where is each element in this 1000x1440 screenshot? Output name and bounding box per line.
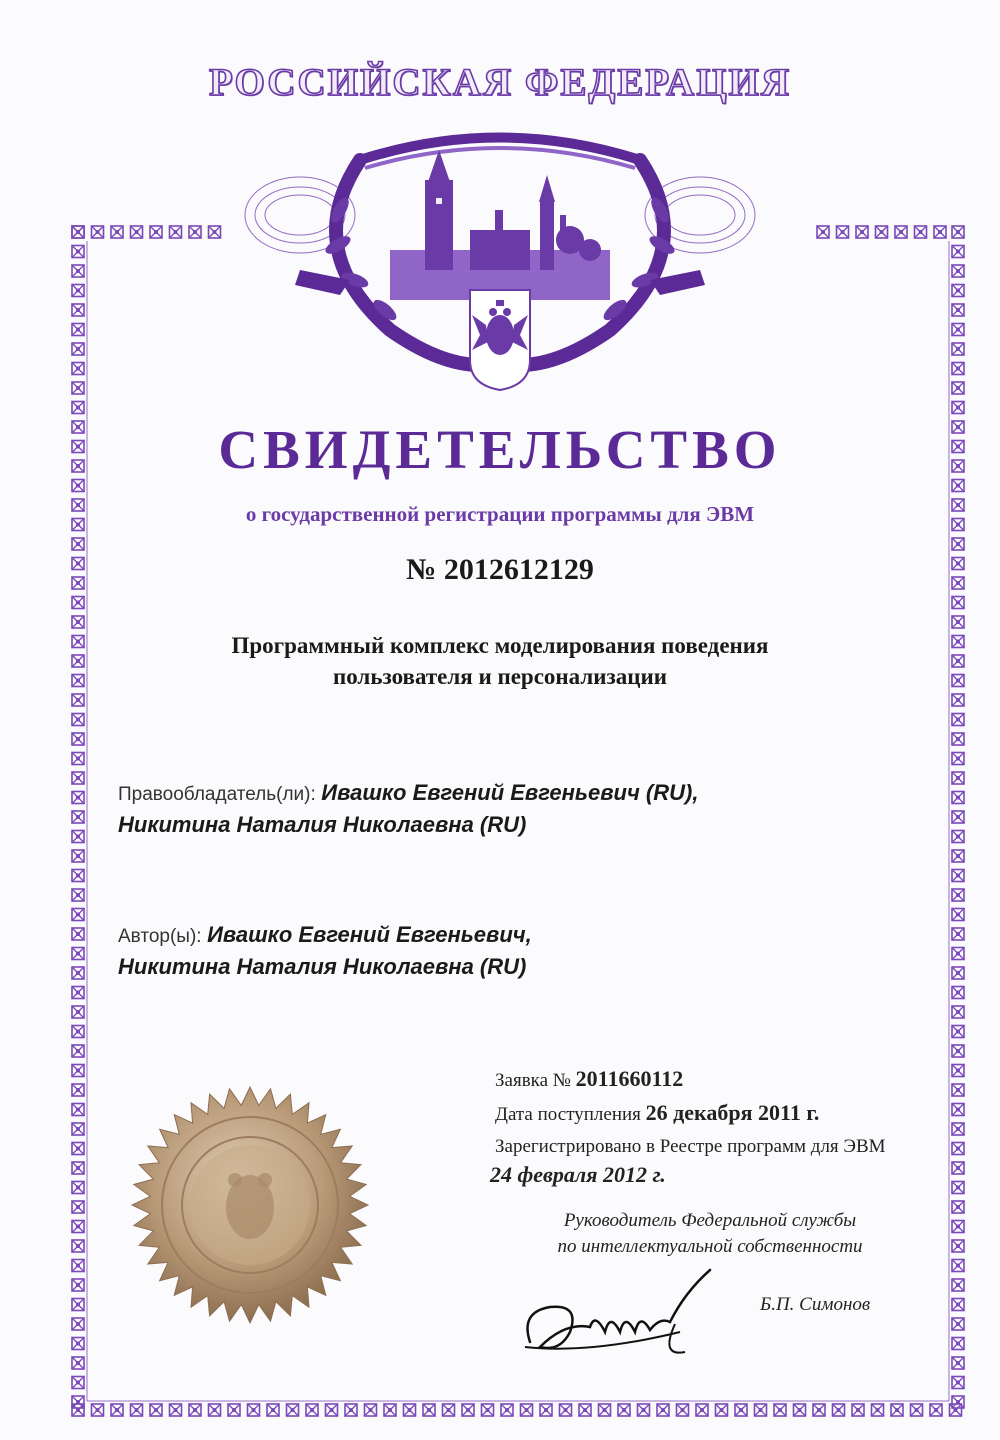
border-ornament	[72, 402, 84, 414]
border-ornament	[209, 226, 221, 238]
border-ornament	[952, 304, 964, 316]
registered-label: Зарегистрировано в Реестре программ для ЭВМ	[495, 1136, 886, 1157]
border-ornament	[930, 1404, 942, 1416]
border-ornament	[443, 1404, 455, 1416]
rightholders-label: Правообладатель(ли):	[118, 784, 316, 805]
border-ornament	[72, 480, 84, 492]
border-ornament	[72, 1026, 84, 1038]
border-ornament	[952, 889, 964, 901]
border-ornament	[952, 1240, 964, 1252]
border-ornament	[599, 1404, 611, 1416]
border-ornament	[952, 792, 964, 804]
border-ornament	[189, 1404, 201, 1416]
border-ornament	[856, 226, 868, 238]
border-ornament	[72, 1240, 84, 1252]
border-ornament	[657, 1404, 669, 1416]
border-ornament	[72, 792, 84, 804]
border-ornament	[72, 1279, 84, 1291]
border-ornament	[950, 1404, 962, 1416]
border-ornament	[248, 1404, 260, 1416]
border-ornament	[72, 714, 84, 726]
border-ornament	[837, 226, 849, 238]
border-ornament	[287, 1404, 299, 1416]
signatory-title	[520, 1208, 900, 1260]
border-ornament	[72, 987, 84, 999]
border-ornament	[72, 304, 84, 316]
border-ornament	[952, 1006, 964, 1018]
authors-line2	[118, 954, 526, 980]
border-ornament	[952, 246, 964, 258]
border-ornament	[817, 226, 829, 238]
border-ornament	[618, 1404, 630, 1416]
border-ornament	[267, 1404, 279, 1416]
registered-date: 24 февраля 2012 г.	[490, 1162, 666, 1187]
border-ornament	[404, 1404, 416, 1416]
border-ornament	[911, 1404, 923, 1416]
author-1: Ивашко Евгений Евгеньевич,	[207, 922, 532, 947]
border-ornament	[952, 1221, 964, 1233]
border-ornament	[72, 324, 84, 336]
border-ornament	[72, 1143, 84, 1155]
border-ornament	[952, 1084, 964, 1096]
border-ornament	[170, 226, 182, 238]
border-ornament	[952, 226, 964, 238]
border-ornament	[833, 1404, 845, 1416]
kremlin-wreath-emblem-icon	[240, 120, 760, 400]
border-ornament	[365, 1404, 377, 1416]
border-ornament	[677, 1404, 689, 1416]
border-ornament	[306, 1404, 318, 1416]
border-ornament	[72, 616, 84, 628]
border-ornament	[72, 967, 84, 979]
border-ornament	[952, 811, 964, 823]
application-label: Заявка №	[495, 1070, 571, 1091]
border-ornament	[952, 1143, 964, 1155]
border-ornament	[952, 909, 964, 921]
border-ornament	[755, 1404, 767, 1416]
border-ornament	[150, 226, 162, 238]
certificate-number: № 2012612129	[406, 553, 594, 586]
border-ornament	[934, 226, 946, 238]
border-ornament	[952, 285, 964, 297]
border-ornament	[952, 597, 964, 609]
border-ornament	[111, 1404, 123, 1416]
border-ornament	[72, 733, 84, 745]
authors-label: Автор(ы):	[118, 926, 202, 947]
border-ornament	[952, 987, 964, 999]
rightholder-1: Ивашко Евгений Евгеньевич (RU),	[321, 780, 699, 805]
received-label: Дата поступления	[495, 1104, 641, 1125]
border-ornament	[952, 1182, 964, 1194]
application-line	[495, 1066, 683, 1092]
border-ornament	[952, 1279, 964, 1291]
border-ornament	[72, 343, 84, 355]
border-ornament	[72, 1299, 84, 1311]
received-line	[495, 1100, 819, 1126]
border-ornament	[72, 1318, 84, 1330]
border-ornament	[952, 1065, 964, 1077]
border-ornament	[72, 928, 84, 940]
border-ornament	[72, 246, 84, 258]
border-ornament	[72, 850, 84, 862]
border-ornament	[72, 870, 84, 882]
border-ornament	[952, 1201, 964, 1213]
border-ornament	[952, 1104, 964, 1116]
border-ornament	[92, 1404, 104, 1416]
border-ornament	[952, 694, 964, 706]
border-ornament	[72, 1260, 84, 1272]
border-ornament	[952, 772, 964, 784]
border-ornament	[72, 1377, 84, 1389]
border-ornament	[72, 1104, 84, 1116]
border-ornament	[72, 382, 84, 394]
border-ornament	[72, 909, 84, 921]
border-ornament	[952, 831, 964, 843]
border-ornament	[72, 889, 84, 901]
border-ornament	[876, 226, 888, 238]
application-number: 2011660112	[575, 1066, 684, 1091]
border-ornament	[72, 1006, 84, 1018]
border-ornament	[462, 1404, 474, 1416]
border-ornament	[579, 1404, 591, 1416]
border-ornament	[952, 753, 964, 765]
handwritten-signature	[510, 1262, 730, 1372]
border-ornament	[501, 1404, 513, 1416]
signatory-name: Б.П. Симонов	[760, 1294, 871, 1315]
border-ornament	[952, 265, 964, 277]
border-ornament	[72, 538, 84, 550]
border-ornament	[72, 1123, 84, 1135]
border-ornament	[482, 1404, 494, 1416]
gold-seal-icon	[130, 1085, 370, 1325]
program-name	[0, 630, 1000, 692]
border-ornament	[952, 714, 964, 726]
border-ornament	[952, 382, 964, 394]
border-ornament	[189, 226, 201, 238]
border-ornament	[170, 1404, 182, 1416]
border-ornament	[72, 694, 84, 706]
border-ornament	[952, 363, 964, 375]
border-ornament	[72, 1084, 84, 1096]
border-ornament	[111, 226, 123, 238]
border-ornament	[131, 226, 143, 238]
program-name-line2: пользователя и персонализации	[332, 664, 668, 689]
border-ornament	[560, 1404, 572, 1416]
border-ornament	[895, 226, 907, 238]
border-ornament	[72, 285, 84, 297]
registered-line	[490, 1162, 666, 1188]
border-ornament	[952, 1299, 964, 1311]
border-ornament	[72, 1201, 84, 1213]
certificate-subtitle: о государственной регистрации программы для ЭВМ	[245, 502, 755, 526]
border-ornament	[952, 928, 964, 940]
certificate-title: СВИДЕТЕЛЬСТВО	[218, 419, 782, 480]
border-ornament	[794, 1404, 806, 1416]
border-ornament	[852, 1404, 864, 1416]
border-ornament	[952, 616, 964, 628]
border-ornament	[952, 850, 964, 862]
border-ornament	[952, 324, 964, 336]
border-ornament	[696, 1404, 708, 1416]
border-ornament	[72, 1162, 84, 1174]
rightholders-line2	[118, 812, 526, 838]
border-ornament	[72, 811, 84, 823]
border-ornament	[891, 1404, 903, 1416]
border-ornament	[72, 1065, 84, 1077]
border-ornament	[131, 1404, 143, 1416]
border-ornament	[638, 1404, 650, 1416]
border-ornament	[952, 733, 964, 745]
border-ornament	[72, 597, 84, 609]
border-ornament	[774, 1404, 786, 1416]
border-ornament	[72, 363, 84, 375]
border-ornament	[952, 1045, 964, 1057]
border-ornament	[952, 948, 964, 960]
border-ornament	[72, 1045, 84, 1057]
border-ornament	[423, 1404, 435, 1416]
border-ornament	[952, 1026, 964, 1038]
border-ornament	[952, 1260, 964, 1272]
border-ornament	[952, 1357, 964, 1369]
border-ornament	[345, 1404, 357, 1416]
border-ornament	[150, 1404, 162, 1416]
border-ornament	[716, 1404, 728, 1416]
border-ornament	[326, 1404, 338, 1416]
border-ornament	[952, 1123, 964, 1135]
border-ornament	[952, 343, 964, 355]
border-ornament	[72, 1182, 84, 1194]
border-ornament	[72, 753, 84, 765]
border-ornament	[952, 402, 964, 414]
border-ornament	[72, 226, 84, 238]
border-ornament	[521, 1404, 533, 1416]
border-ornament	[952, 1377, 964, 1389]
border-ornament	[92, 226, 104, 238]
signatory-title-line1: Руководитель Федеральной службы	[563, 1210, 857, 1231]
rightholders-line1	[118, 780, 698, 806]
border-ornament	[952, 967, 964, 979]
border-ornament	[735, 1404, 747, 1416]
received-date: 26 декабря 2011 г.	[645, 1100, 820, 1125]
border-ornament	[952, 538, 964, 550]
border-ornament	[952, 480, 964, 492]
border-ornament	[72, 1221, 84, 1233]
border-ornament	[72, 1404, 84, 1416]
border-ornament	[952, 870, 964, 882]
country-header: РОССИЙСКАЯ ФЕДЕРАЦИЯ	[208, 61, 792, 104]
border-ornament	[72, 831, 84, 843]
border-ornament	[228, 1404, 240, 1416]
border-ornament	[952, 1318, 964, 1330]
border-ornament	[540, 1404, 552, 1416]
border-ornament	[72, 265, 84, 277]
authors-line1	[118, 922, 532, 948]
border-ornament	[813, 1404, 825, 1416]
border-ornament	[915, 226, 927, 238]
signatory-title-line2: по интеллектуальной собственности	[557, 1236, 863, 1257]
program-name-line1: Программный комплекс моделирования поведения	[231, 633, 769, 658]
border-ornament	[384, 1404, 396, 1416]
border-ornament	[72, 772, 84, 784]
border-ornament	[952, 1162, 964, 1174]
border-ornament	[72, 948, 84, 960]
rightholder-2: Никитина Наталия Николаевна (RU)	[118, 812, 527, 837]
border-ornament	[872, 1404, 884, 1416]
author-2: Никитина Наталия Николаевна (RU)	[118, 954, 527, 979]
border-ornament	[72, 1338, 84, 1350]
border-ornament	[72, 1357, 84, 1369]
border-ornament	[952, 1338, 964, 1350]
border-ornament	[209, 1404, 221, 1416]
